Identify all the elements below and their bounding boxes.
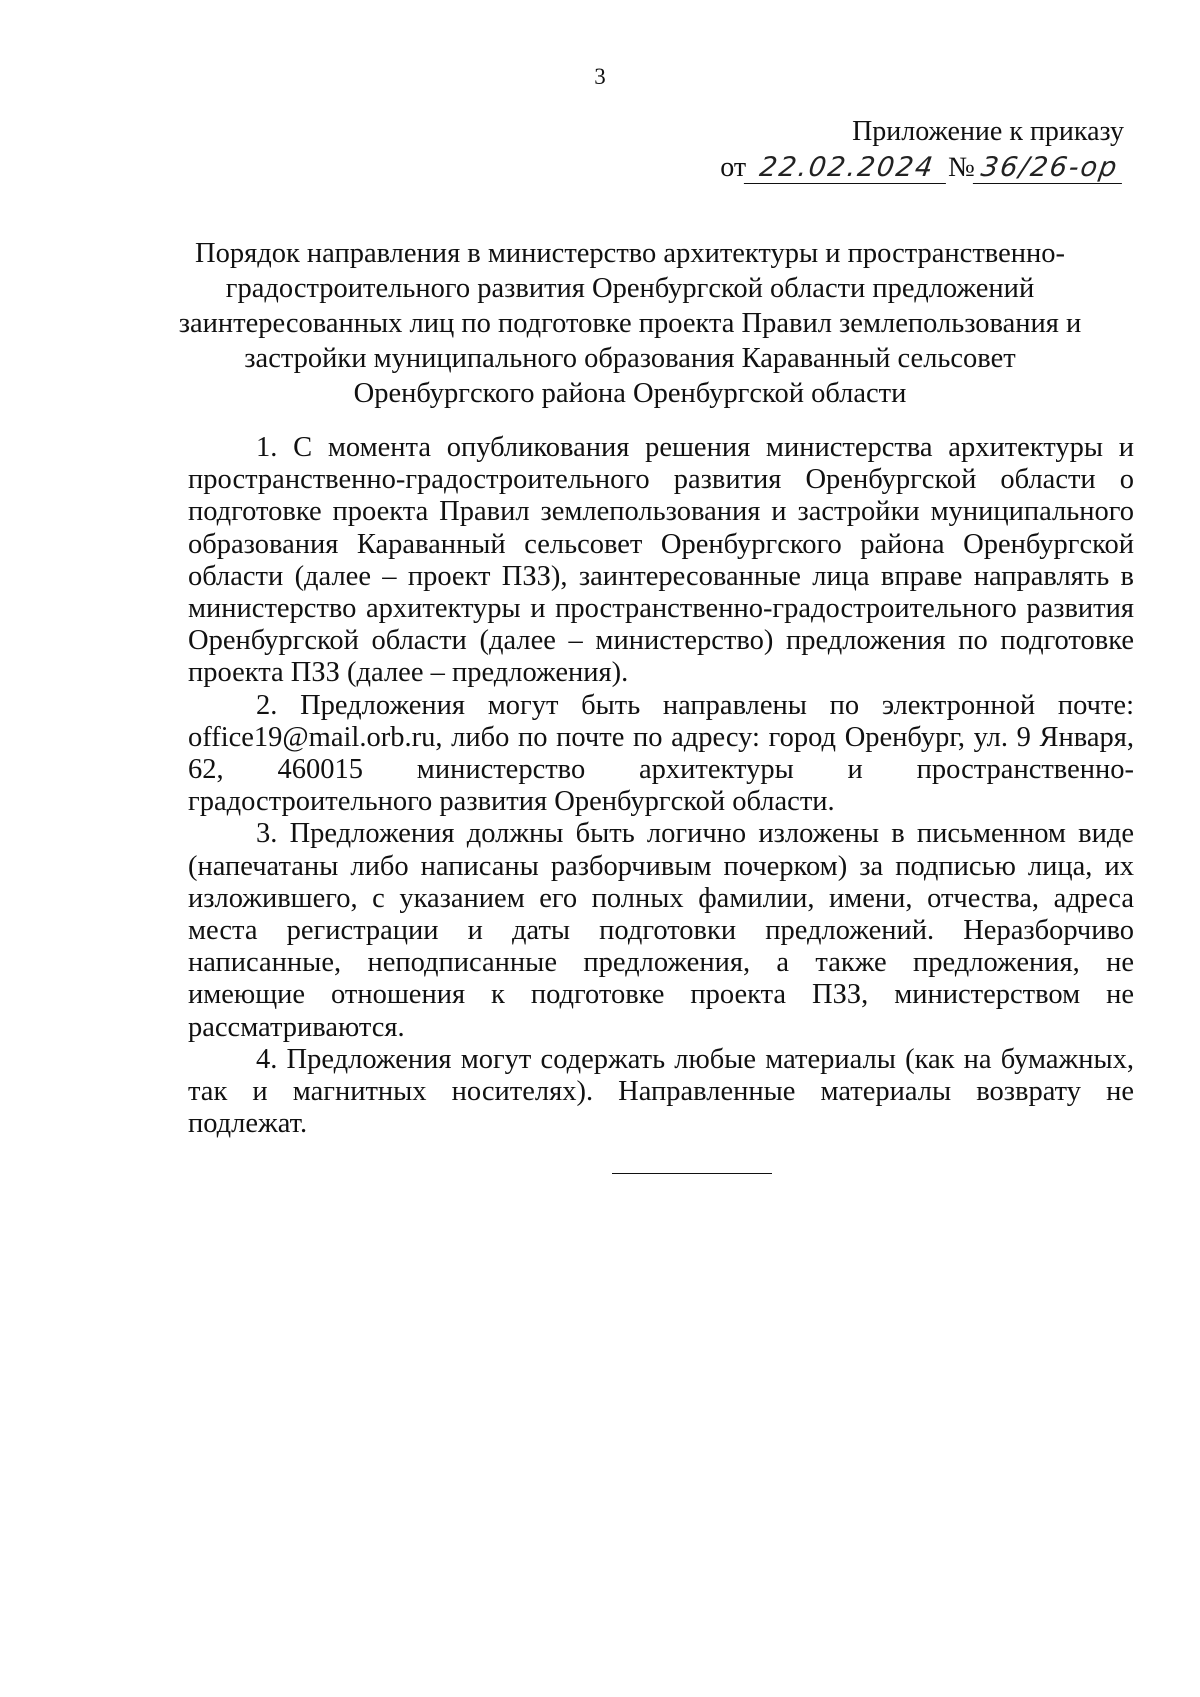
title-line: Оренбургского района Оренбургской области <box>353 378 907 409</box>
page-number: 3 <box>594 64 606 89</box>
document-body <box>188 432 1134 1140</box>
date-prefix: от <box>720 152 747 183</box>
closing-divider <box>612 1173 772 1174</box>
title-line: градостроительного развития Оренбургской области предложений <box>225 273 1035 304</box>
title-line: заинтересованных лиц по подготовке проекта Правил землепользования и <box>178 308 1082 339</box>
paragraph-1: 1. С момента опубликования решения министерства архитектуры и пространственно-градостроительного развития Оренбургской области о подготовке проекта Правил землепользования и застройки муниципального образования Караванный сельсовет Оренбургского района Оренбургской области (далее – проект ПЗЗ), заинтересованные лица вправе направлять в министерство архитектуры и пространственно-градостроительного развития Оренбургской области (далее – министерство) предложения по подготовке проекта ПЗЗ (далее – предложения). <box>188 432 1134 689</box>
appendix-date-number <box>720 150 1124 186</box>
appendix-label: Приложение к приказу <box>852 116 1124 147</box>
document-title <box>130 236 1130 411</box>
handwritten-order-number: 36/26-ор <box>973 153 1127 184</box>
paragraph-2: 2. Предложения могут быть направлены по электронной почте: office19@mail.orb.ru, либо по почте по адресу: город Оренбург, ул. 9 Января, 62, 460015 министерство архитектуры и пространственно-градостроительного развития Оренбургской области. <box>188 689 1134 818</box>
appendix-header <box>720 114 1124 186</box>
title-line: Порядок направления в министерство архитектуры и пространственно- <box>195 238 1065 269</box>
paragraph-3: 3. Предложения должны быть логично изложены в письменном виде (напечатаны либо написаны разборчивым почерком) за подписью лица, их изложившего, с указанием его полных фамилии, имени, отчества, адреса места регистрации и даты подготовки предложений. Неразборчиво написанные, неподписанные предложения, а также предложения, не имеющие отношения к подготовке проекта ПЗЗ, министерством не рассматриваются. <box>188 818 1134 1043</box>
number-prefix: № <box>948 152 975 183</box>
paragraph-4: 4. Предложения могут содержать любые материалы (как на бумажных, так и магнитных носителях). Направленные материалы возврату не подлежат. <box>188 1043 1134 1140</box>
title-line: застройки муниципального образования Караванный сельсовет <box>244 343 1016 374</box>
handwritten-date: 22.02.2024 <box>744 153 950 184</box>
